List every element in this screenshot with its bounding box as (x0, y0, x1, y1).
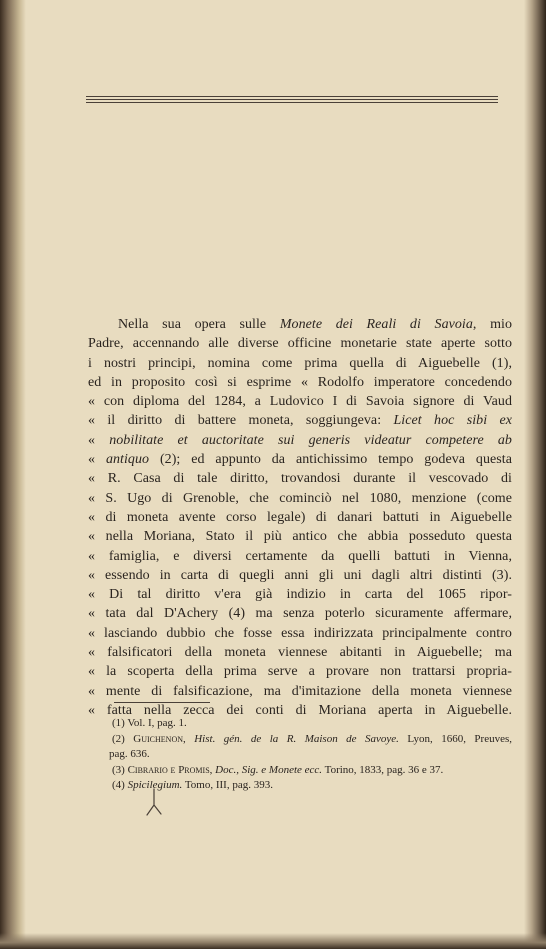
body-line (88, 315, 512, 334)
latin-quote: nobilitate et auctoritate sui generis videatur competere ab (109, 432, 512, 448)
header-rule-line (86, 102, 498, 103)
footnote-4 (112, 778, 512, 794)
body-line-part: « il diritto di battere moneta, soggiungeva: (88, 413, 382, 429)
footnote-rule (114, 702, 210, 703)
footnote-author: Guichenon (133, 732, 184, 745)
header-rule (86, 96, 498, 103)
body-line (88, 431, 512, 450)
body-line: « fatta nella zecca dei conti di Moriana aperta in Aiguebelle. (88, 702, 512, 718)
body-line-part: Nella sua opera sulle (118, 317, 267, 332)
body-line (88, 411, 512, 430)
footnote-part: , (183, 732, 186, 745)
body-line: « con diploma del 1284, a Ludovico I di Savoia signore di Vaud (88, 394, 512, 410)
body-line: « famiglia, e diversi certamente da quelli battuti in Vienna, (88, 548, 512, 564)
body-line: « mente di falsificazione, ma d'imitazione della moneta viennese (88, 683, 512, 699)
body-line-part: « (88, 452, 96, 468)
footnote-part: (2) (112, 732, 125, 745)
body-line: i nostri principi, nomina come prima quella di Aiguebelle (1), (88, 355, 512, 371)
header-rule-line (86, 96, 498, 97)
body-line: ed in proposito così si esprime « Rodolfo imperatore concedendo (88, 374, 512, 390)
book-title: Monete dei Reali di Savoia (279, 317, 473, 332)
footnote-title: Doc., Sig. e Monete ecc. (215, 763, 323, 776)
latin-quote: antiquo (105, 452, 150, 468)
footnotes (109, 716, 512, 794)
body-line: « tata dal D'Achery (4) ma senza poterlo sicuramente affermare, (88, 606, 512, 622)
body-line-part: , mio (472, 317, 512, 332)
body-line: Padre, accennando alle diverse officine monetarie state aperte sotto (88, 336, 512, 352)
page-edge-bottom (0, 933, 546, 949)
footnote-part: Tomo, III, pag. 393. (184, 779, 273, 791)
body-line-part: « (88, 432, 96, 448)
binding-shadow (0, 0, 26, 949)
latin-quote: Licet hoc sibi ex (393, 413, 512, 429)
footnote-part: Lyon, 1660, Preuves, (407, 732, 512, 745)
body-line: « lasciando dubbio che fosse essa indirizzata principalmente contro (88, 625, 512, 641)
page-edge-right (524, 0, 546, 949)
footnote-3 (112, 763, 512, 779)
footnote-2 (112, 732, 512, 748)
header-rule-line (86, 99, 498, 100)
footnote-part: (4) (112, 779, 125, 791)
pencil-mark-icon (144, 787, 164, 817)
footnote-part: Torino, 1833, pag. 36 e 37. (324, 763, 444, 776)
body-line: « falsificatori della moneta viennese abitanti in Aiguebelle; ma (88, 645, 512, 661)
body-line-part: (2); ed appunto da antichissimo tempo godeva questa (159, 452, 512, 468)
footnote-author: Cibrario e Promis (127, 763, 210, 776)
footnote-2-continued: pag. 636. (109, 748, 150, 760)
body-line: « Di tal diritto v'era già indizio in carta del 1065 ripor- (88, 587, 512, 603)
body-line: « la scoperta della prima serve a provare non trattarsi propria- (88, 664, 512, 680)
page (26, 0, 524, 935)
body-line: « essendo in carta di quegli anni gli uni dagli altri distinti (3). (88, 567, 512, 583)
body-line: « R. Casa di tale diritto, trovandosi durante il vescovado di (88, 471, 512, 487)
footnote-part: (3) (112, 763, 125, 776)
body-line: « S. Ugo di Grenoble, che cominciò nel 1080, menzione (come (88, 490, 512, 506)
footnote-title: Hist. gén. de la R. Maison de Savoye. (194, 732, 399, 745)
body-line: « nella Moriana, Stato il più antico che abbia posseduto questa (88, 529, 512, 545)
footnote-title: Spicilegium. (127, 779, 183, 791)
footnote-1: (1) Vol. I, pag. 1. (112, 717, 187, 729)
body-line (88, 450, 512, 469)
body-line: « di moneta avente corso legale) di danari battuti in Aiguebelle (88, 509, 512, 525)
footnote-part: , (209, 763, 213, 776)
body-text (88, 315, 512, 720)
